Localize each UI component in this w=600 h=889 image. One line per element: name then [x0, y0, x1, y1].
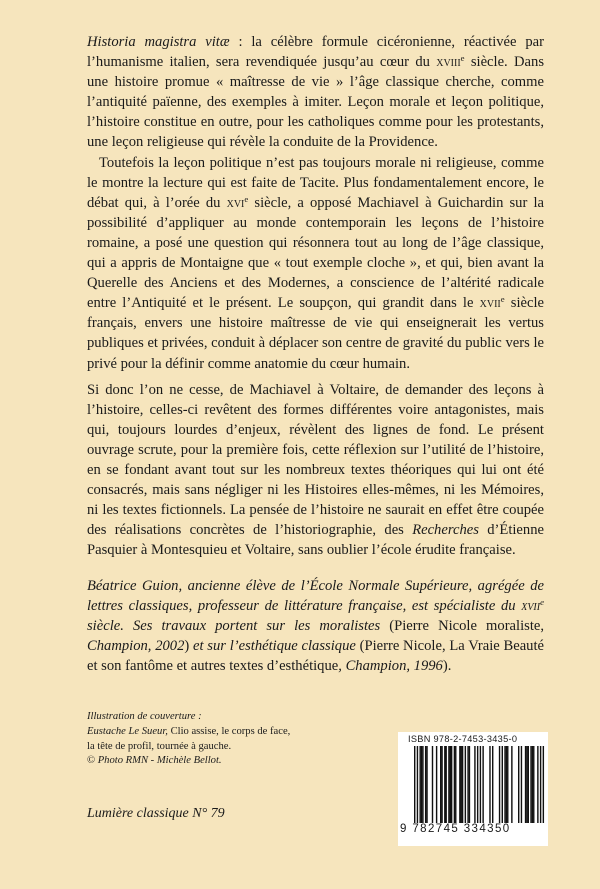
barcode-bar: [459, 746, 460, 824]
barcode-bar: [441, 746, 442, 824]
barcode-bar: [528, 746, 529, 824]
credits-line-2: la tête de profil, tournée à gauche.: [87, 740, 232, 752]
barcode-bar: [445, 746, 446, 824]
barcode-bar: [461, 746, 462, 824]
barcode-bar: [480, 746, 481, 832]
barcode-bar: [507, 746, 508, 824]
isbn-text: ISBN 978-2-7453-3435-0: [408, 734, 518, 744]
barcode-bar: [504, 746, 505, 824]
barcode-bar: [526, 746, 527, 824]
blurb-paragraph-3: Si donc l’on ne cesse, de Machiavel à Voltaire, de demander des leçons à l’histoire, celles-ci revêtent des formes différentes voire antagonistes, mais qui, toujours lourdes d’enjeux, révèlent des lignes de fond. Le présent ouvrage scrute, pour la première fois, cette réflexion sur l’utilité de l’histoire, en se fondant avant tout sur les nombreux textes théoriques qui lui ont été consacrés, mais sans négliger ni les Histoires elles-mêmes, ni les Mémoires, ni les textes fictionnels. La pensée de l’histoire ne saurait en effet être coupée des réalisations concrètes de l’historiographie, des Recherches d’Étienne Pasquier à Montesquieu et Voltaire, sans oublier l’école érudite française.: [87, 381, 544, 559]
barcode-bar: [525, 746, 526, 824]
barcode-bar: [462, 746, 463, 824]
barcode-bar: [425, 746, 426, 824]
barcode-bar: [454, 746, 455, 824]
barcode-bar: [451, 746, 452, 824]
barcode-bar: [414, 746, 415, 832]
barcode-bar: [432, 746, 433, 824]
latin-motto: Historia magistra vitæ: [87, 34, 230, 50]
barcode-bar: [469, 746, 470, 824]
barcode-bar: [499, 746, 500, 824]
barcode-bar: [436, 746, 437, 824]
barcode-bar: [533, 746, 534, 824]
blurb-paragraph-2: Toutefois la leçon politique n’est pas toujours morale ni religieuse, comme le montre la lecture qui est faite de Tacite. Plus fondamentalement encore, le débat qui, à l’orée du xvi$^e$ siècle, a opposé Machiavel à Guichardin sur la possibilité d’appliquer au monde contemporain les leçons de l’histoire romaine, a posé une question qui résonnera tout au long de l’âge classique, qui a appris de Montaigne que « tout exemple cloche », et qui, bien avant la Querelle des Anciens et des Modernes, a conscience de l’altérité radicale entre l’Antiquité et le présent. Le soupçon, qui grandit dans le xvii$^e$ siècle français, envers une histoire maîtresse de vie qui enseignerait les vertus publiques et privées, conduit à déplacer son centre de gravité du public vers le privé pour la définir comme anatomie du cœur humain.: [87, 154, 544, 372]
blurb-paragraph-1: Historia magistra vitæ : la célèbre formule cicéronienne, réactivée par l’humanisme italien, sera revendiquée jusqu’au cœur du xviii$^e$ siècle. Dans une histoire promue « maîtresse de vie » l’âge classique cherche, comme l’antiquité païenne, des exemples à imiter. Leçon morale et leçon politique, l’histoire constitue en outre, pour les catholiques comme pour les protestants, une leçon religieuse qui révèle la conduite de la Providence.: [87, 34, 544, 151]
barcode-bar: [492, 746, 493, 824]
barcode-bar: [421, 746, 422, 824]
barcode-bars: [402, 746, 548, 834]
barcode-bar: [530, 746, 531, 824]
barcode-bar: [422, 746, 423, 824]
barcode-bar: [537, 746, 538, 824]
credits-heading: Illustration de couverture :: [87, 711, 202, 722]
barcode-digits: 9 782745 334350: [400, 823, 546, 835]
barcode: [398, 732, 548, 846]
series-label: Lumière classique N° 79: [87, 806, 225, 821]
barcode-bar: [417, 746, 418, 832]
barcode-bar: [540, 746, 541, 832]
barcode-bar: [444, 746, 445, 824]
author-bio: Béatrice Guion, ancienne élève de l’École Normale Supérieure, agrégée de lettres classiques, professeur de littérature française, est spécialiste du xvii$^e$ siècle. Ses travaux portent sur les moralistes (Pierre Nicole moraliste, Champion, 2002) et sur l’esthétique classique (Pierre Nicole, La Vraie Beauté et son fantôme et autres textes d’esthétique, Champion, 1996).: [87, 578, 545, 675]
barcode-bar: [477, 746, 478, 832]
barcode-bar: [482, 746, 483, 824]
barcode-bar: [426, 746, 427, 824]
photo-credit: © Photo RMN - Michèle Bellot.: [87, 755, 222, 767]
barcode-bar: [506, 746, 507, 824]
barcode-bar: [455, 746, 456, 824]
barcode-bar: [532, 746, 533, 824]
book-blurb: [87, 32, 544, 560]
barcode-bar: [543, 746, 544, 832]
illustration-credits: [87, 710, 327, 769]
barcode-bar: [518, 746, 519, 824]
barcode-bar: [489, 746, 490, 824]
barcode-bar: [450, 746, 451, 824]
barcode-bar: [521, 746, 522, 824]
barcode-bar: [502, 746, 503, 824]
credits-line-1: Eustache Le Sueur, Clio assise, le corps de face,: [87, 725, 291, 737]
barcode-bar: [474, 746, 475, 824]
barcode-bar: [511, 746, 512, 824]
barcode-bar: [467, 746, 468, 824]
barcode-bar: [419, 746, 420, 824]
barcode-bar: [448, 746, 449, 824]
barcode-bar: [440, 746, 441, 824]
barcode-bar: [465, 746, 466, 824]
